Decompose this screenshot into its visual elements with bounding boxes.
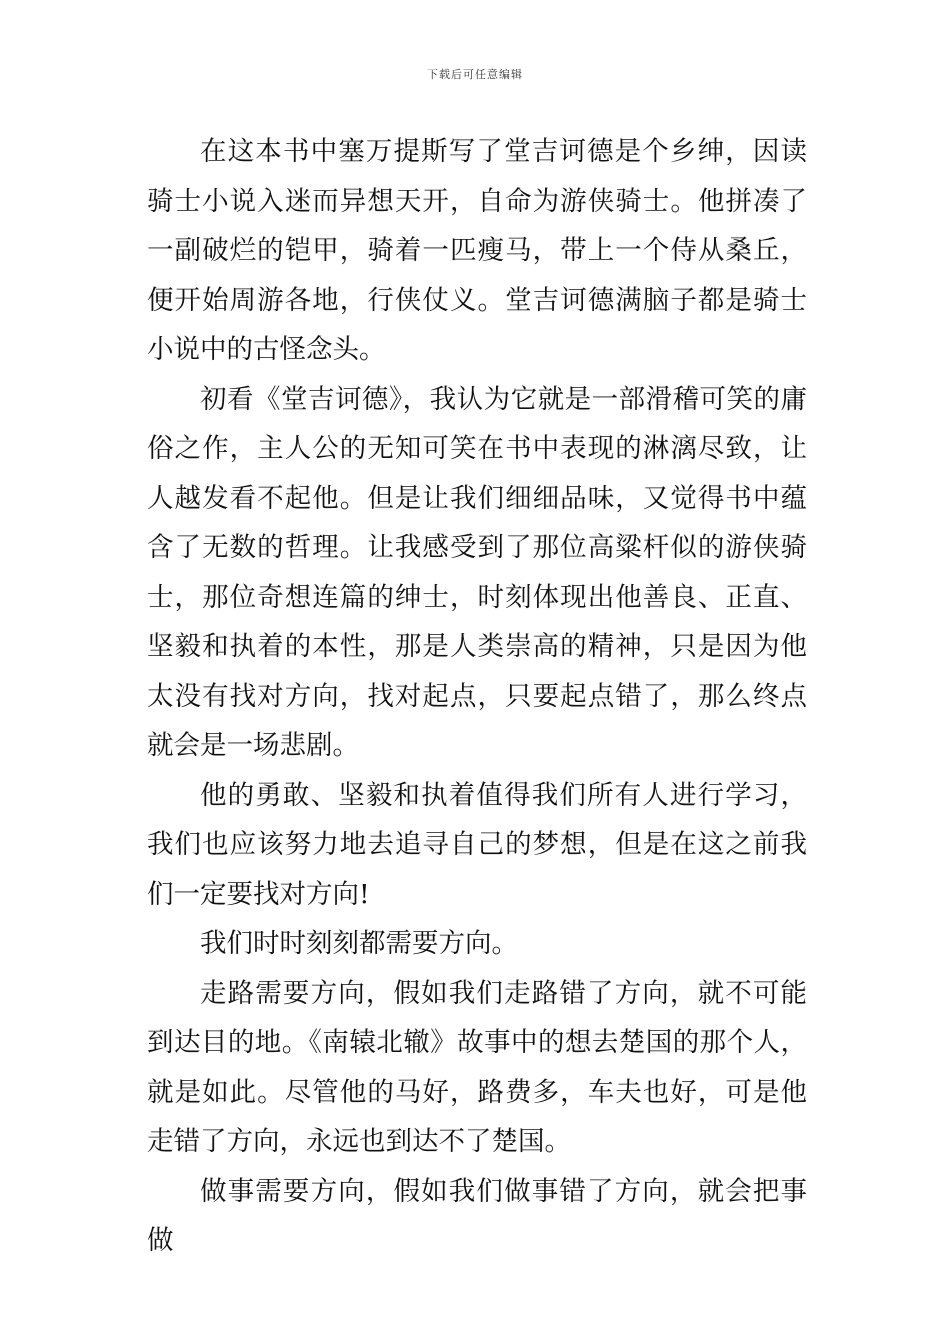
paragraph-1: 在这本书中塞万提斯写了堂吉诃德是个乡绅，因读骑士小说入迷而异想天开，自命为游侠骑士。他拼凑了一副破烂的铠甲，骑着一匹瘦马，带上一个侍从桑丘，便开始周游各地，行侠仗义。堂吉诃德满脑子都是骑士小说中的古怪念头。 bbox=[147, 136, 807, 365]
paragraph-3: 他的勇敢、坚毅和执着值得我们所有人进行学习，我们也应该努力地去追寻自己的梦想，但是在这之前我们一定要找对方向! bbox=[147, 779, 807, 910]
page-header: 下载后可任意编辑 bbox=[427, 68, 523, 81]
paragraph-2: 初看《堂吉诃德》，我认为它就是一部滑稽可笑的庸俗之作，主人公的无知可笑在书中表现的淋漓尽致，让人越发看不起他。但是让我们细细品味，又觉得书中蕴含了无数的哲理。让我感受到了那位高粱杆似的游侠骑士，那位奇想连篇的绅士，时刻体现出他善良、正直、坚毅和执着的本性，那是人类崇高的精神，只是因为他太没有找对方向，找对起点，只要起点错了，那么终点就会是一场悲剧。 bbox=[147, 383, 807, 761]
paragraph-4: 我们时时刻刻都需要方向。 bbox=[200, 928, 518, 959]
body-text bbox=[147, 127, 807, 1266]
paragraph-5: 走路需要方向，假如我们走路错了方向，就不可能到达目的地。《南辕北辙》故事中的想去楚国的那个人，就是如此。尽管他的马好，路费多，车夫也好，可是他走错了方向，永远也到达不了楚国。 bbox=[147, 977, 807, 1157]
paragraph-6: 做事需要方向，假如我们做事错了方向，就会把事做 bbox=[147, 1175, 807, 1256]
